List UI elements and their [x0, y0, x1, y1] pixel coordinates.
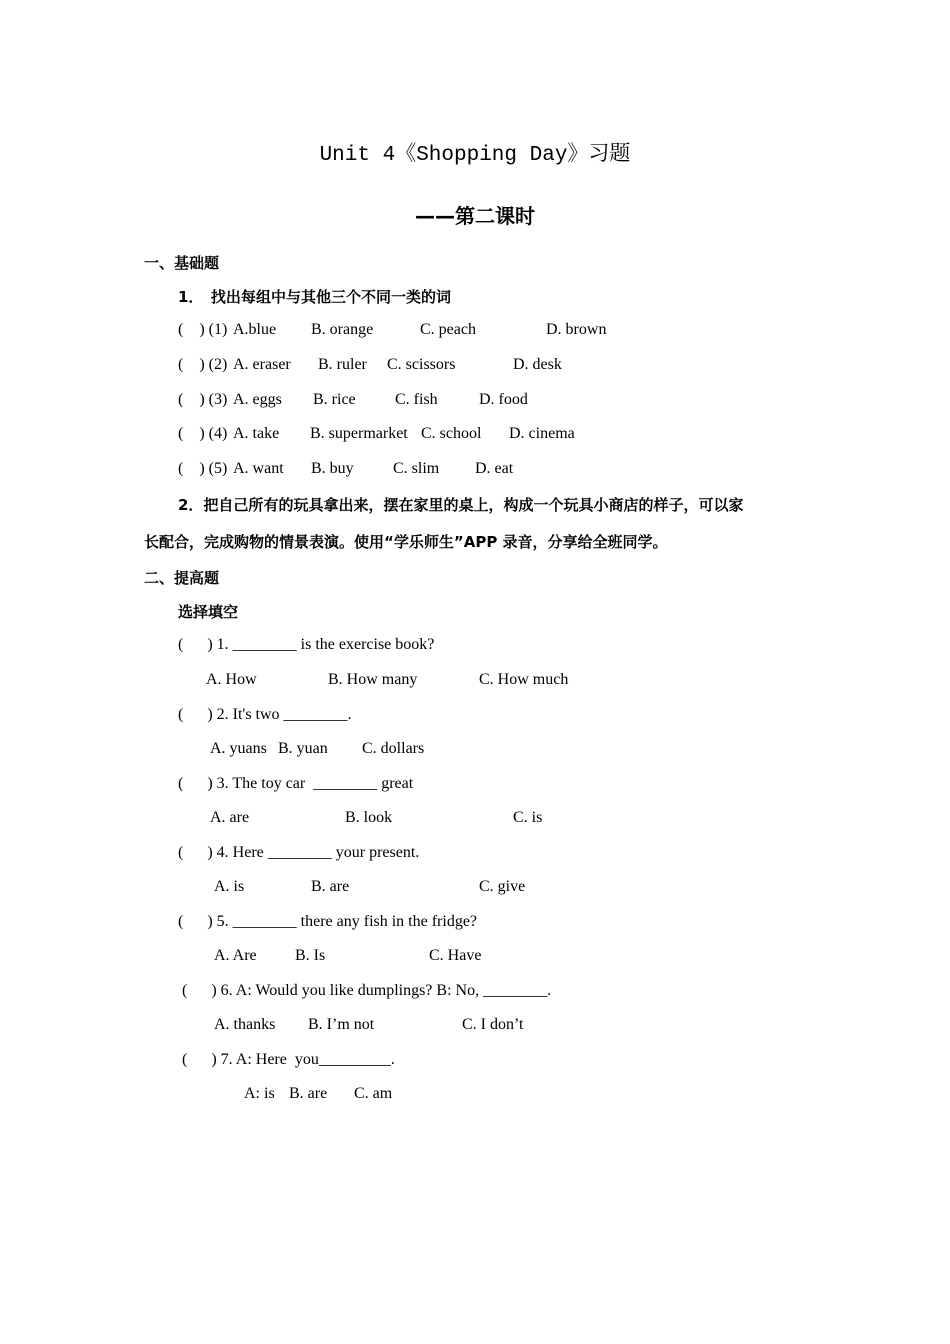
section-1-heading: 一、基础题	[144, 254, 220, 272]
question-stem: ( ) 7. A: Here you_________.	[182, 1051, 395, 1068]
option-a: A. How	[206, 671, 257, 688]
option-a: A. yuans	[210, 740, 267, 757]
answer-blank[interactable]: ( ) (2)	[178, 356, 228, 373]
option-c: C. give	[479, 878, 526, 895]
option-c: C. peach	[420, 321, 476, 338]
question-stem: ( ) 1. ________ is the exercise book?	[178, 636, 435, 653]
option-d: D. brown	[546, 321, 607, 338]
question-stem: ( ) 6. A: Would you like dumplings? B: No, ________.	[182, 982, 552, 999]
section-2-subheading: 选择填空	[178, 603, 239, 621]
option-c: C. dollars	[362, 740, 425, 757]
option-a: A. eggs	[233, 391, 282, 408]
option-a: A. want	[233, 460, 284, 477]
option-c: C. fish	[395, 391, 438, 408]
option-b: B. look	[345, 809, 393, 826]
option-c: C. is	[513, 809, 543, 826]
option-a: A. is	[214, 878, 245, 895]
option-d: D. food	[479, 391, 528, 408]
option-b: B. How many	[328, 671, 418, 688]
option-c: C. school	[421, 425, 482, 442]
option-c: C. scissors	[387, 356, 456, 373]
answer-blank[interactable]: ( ) (5)	[178, 460, 228, 477]
option-c: C. How much	[479, 671, 569, 688]
option-b: B. rice	[313, 391, 356, 408]
option-a: A. take	[233, 425, 280, 442]
option-b: B. supermarket	[310, 425, 408, 442]
section-2-heading: 二、提高题	[144, 569, 220, 587]
question-stem: ( ) 5. ________ there any fish in the fridge?	[178, 913, 478, 930]
option-d: D. cinema	[509, 425, 575, 442]
option-b: B. ruler	[318, 356, 367, 373]
option-a: A. are	[210, 809, 250, 826]
question-stem: ( ) 3. The toy car ________ great	[178, 775, 414, 792]
q1-instruction: 1． 找出每组中与其他三个不同一类的词	[178, 288, 451, 306]
q2-text-line1: 2．把自己所有的玩具拿出来，摆在家里的桌上，构成一个玩具小商店的样子，可以家	[178, 496, 744, 514]
option-b: B. are	[311, 878, 350, 895]
answer-blank[interactable]: ( ) (4)	[178, 425, 228, 442]
option-b: B. orange	[311, 321, 374, 338]
option-b: B. I’m not	[308, 1016, 375, 1033]
question-stem: ( ) 4. Here ________ your present.	[178, 844, 420, 861]
option-a: A. eraser	[233, 356, 291, 373]
option-a: A.blue	[233, 321, 277, 338]
option-b: B. Is	[295, 947, 326, 964]
option-c: C. Have	[429, 947, 482, 964]
option-b: B. are	[289, 1085, 328, 1102]
option-a: A: is	[244, 1085, 275, 1102]
answer-blank[interactable]: ( ) (3)	[178, 391, 228, 408]
question-stem: ( ) 2. It's two ________.	[178, 706, 352, 723]
option-c: C. I don’t	[462, 1016, 524, 1033]
answer-blank[interactable]: ( ) (1)	[178, 321, 228, 338]
option-b: B. yuan	[278, 740, 328, 757]
option-c: C. slim	[393, 460, 440, 477]
page-subtitle: ——第二课时	[415, 204, 535, 228]
option-c: C. am	[354, 1085, 393, 1102]
option-a: A. thanks	[214, 1016, 276, 1033]
option-d: D. desk	[513, 356, 562, 373]
page-title: Unit 4《Shopping Day》习题	[319, 144, 631, 167]
option-b: B. buy	[311, 460, 354, 477]
option-a: A. Are	[214, 947, 257, 964]
q2-text-line2: 长配合，完成购物的情景表演。使用“学乐师生”APP 录音，分享给全班同学。	[144, 533, 668, 551]
option-d: D. eat	[475, 460, 514, 477]
